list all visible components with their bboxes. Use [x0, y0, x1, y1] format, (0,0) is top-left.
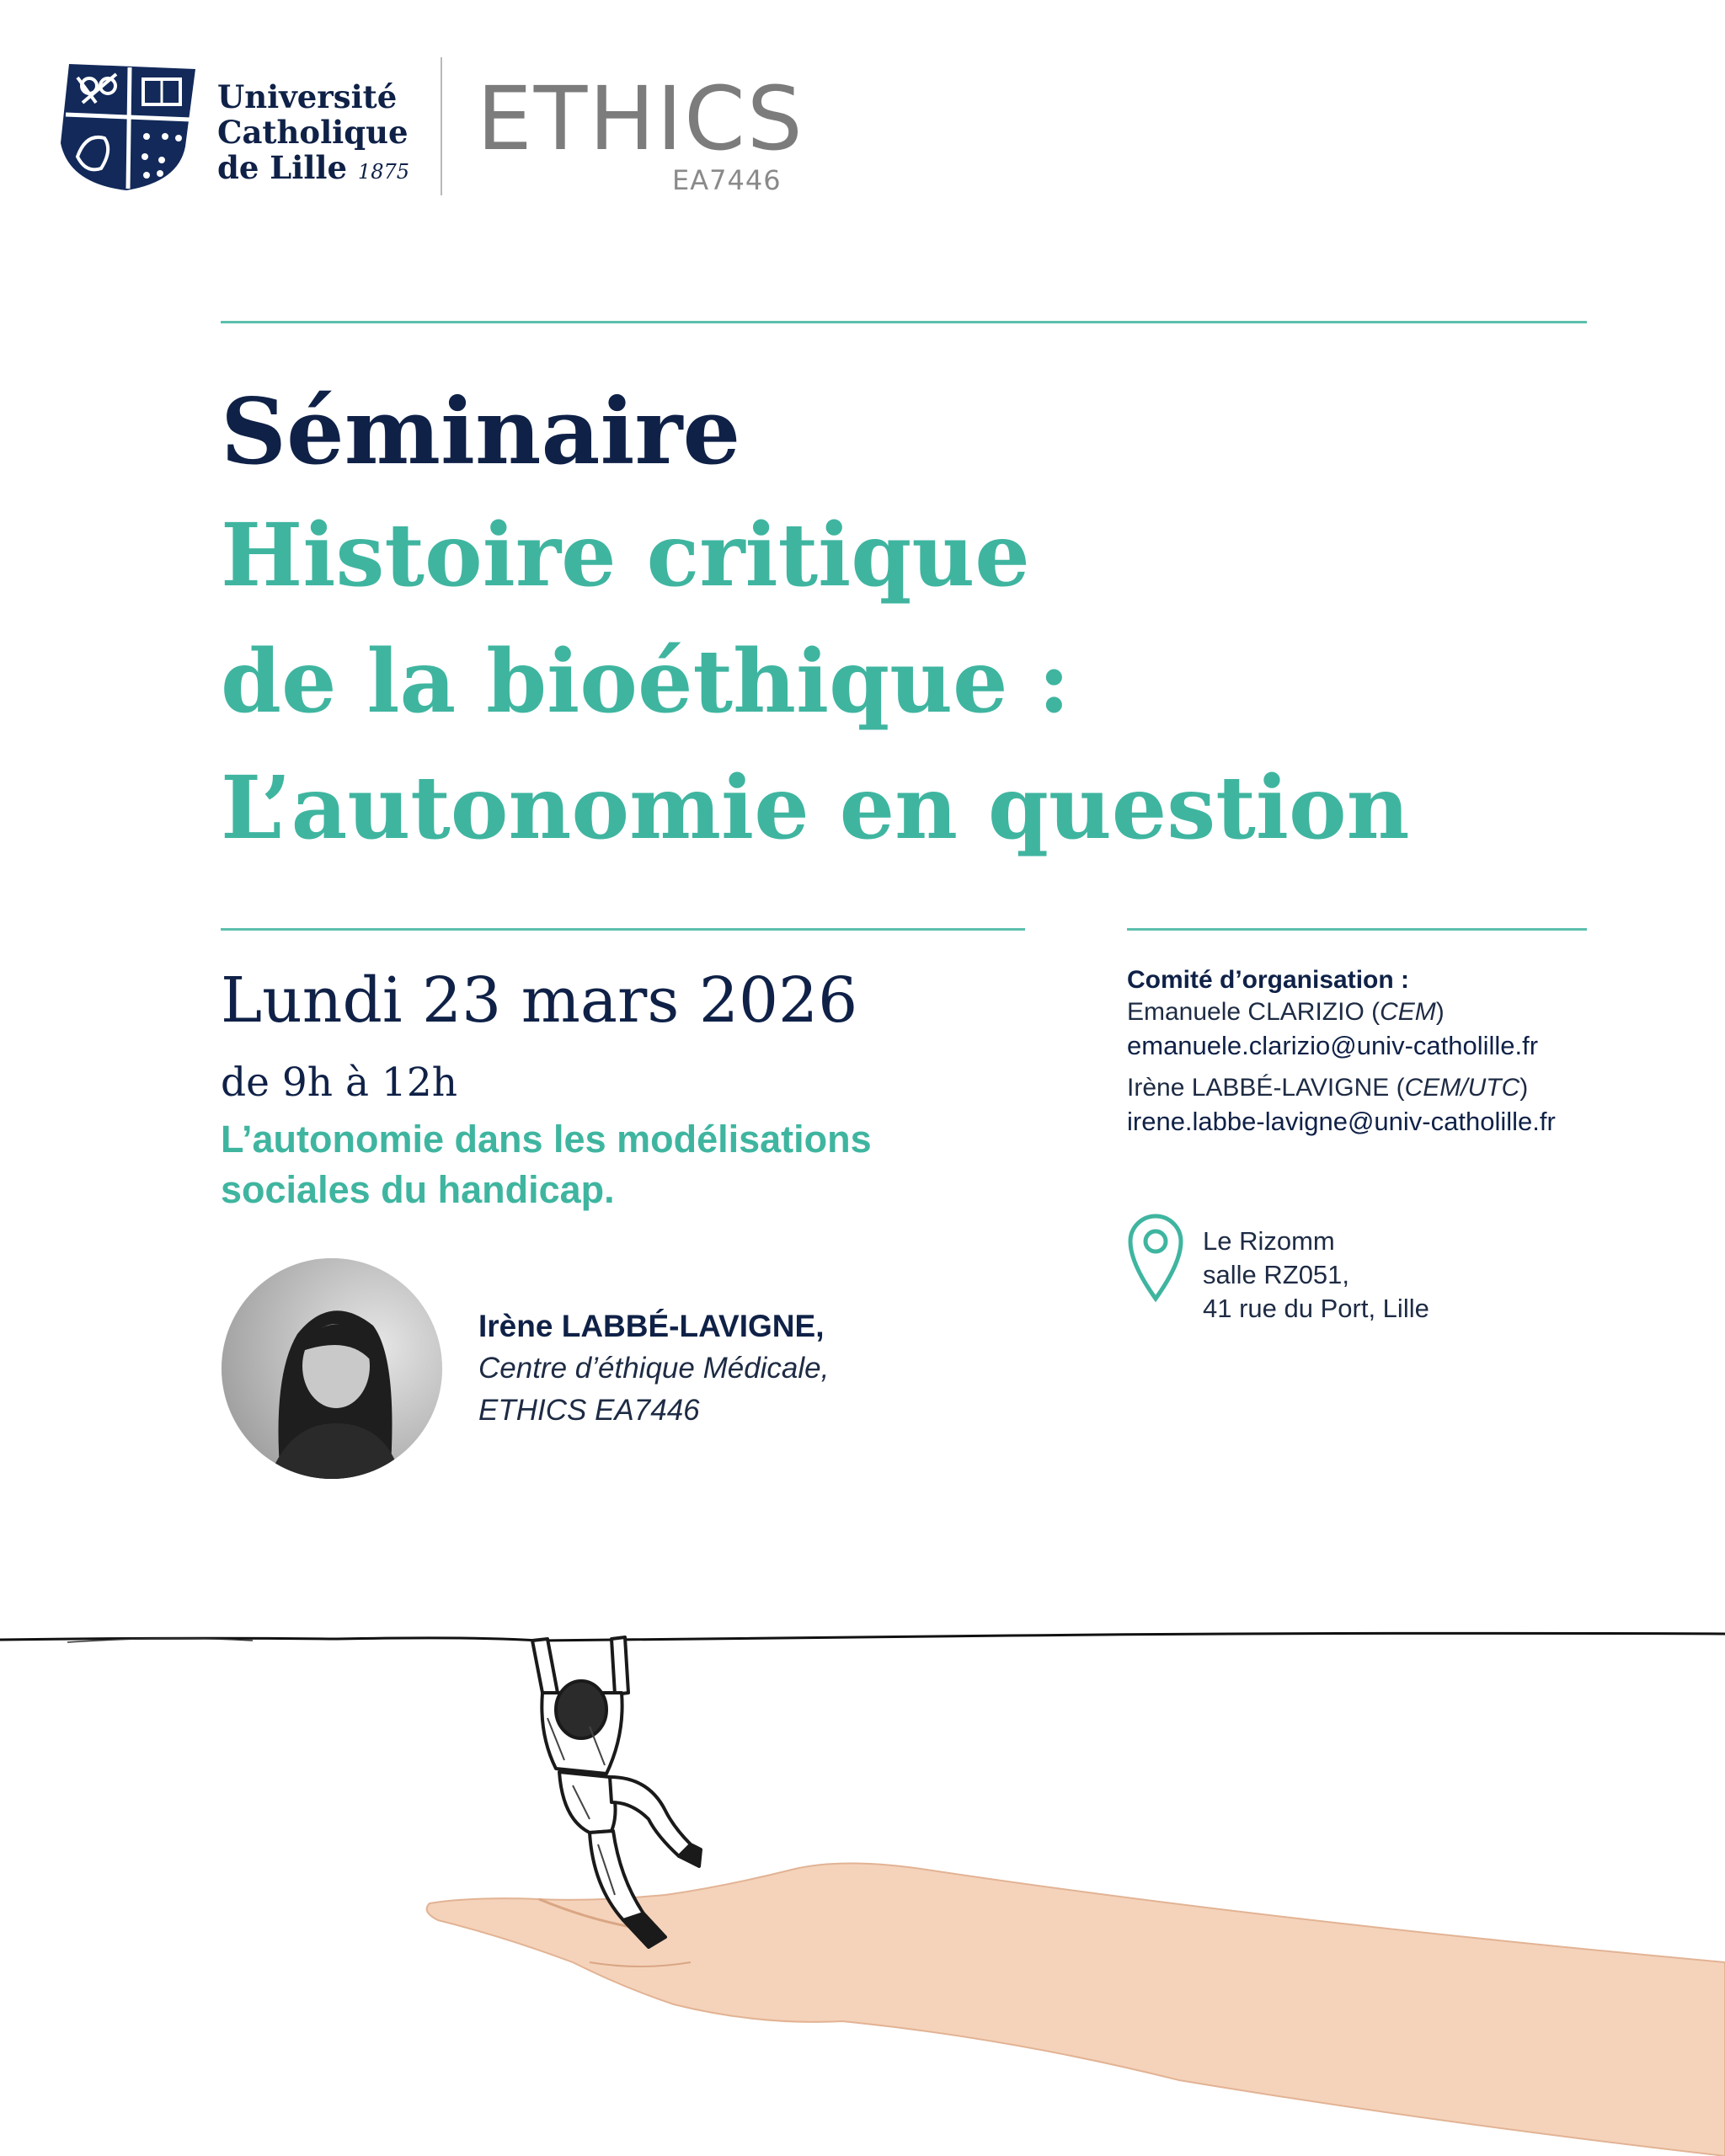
organizer-2-org: CEM/UTC	[1404, 1074, 1520, 1102]
header-divider	[441, 57, 442, 195]
organizers-heading	[1127, 963, 1409, 997]
university-name-line-2: Catholique	[217, 114, 409, 151]
lab-code: EA7446	[672, 164, 782, 196]
venue-line-2: salle RZ051,	[1203, 1260, 1350, 1289]
event-time: de 9h à 12h	[221, 1059, 457, 1106]
talk-title-line-2: sociales du handicap.	[221, 1168, 615, 1211]
subtitle-line-1: Histoire critique	[221, 504, 1030, 606]
university-year: 1875	[357, 160, 409, 184]
organizer-1-email[interactable]: emanuele.clarizio@univ-catholille.fr	[1127, 1031, 1539, 1060]
right-column-rule	[1127, 928, 1587, 931]
speaker-portrait-icon	[222, 1258, 442, 1479]
speaker-affiliation-line-2: ETHICS EA7446	[478, 1394, 700, 1427]
talk-title-line-1: L’autonomie dans les modélisations	[221, 1118, 872, 1161]
organizer-2: Irène LABBÉ-LAVIGNE (CEM/UTC)	[1127, 1074, 1529, 1102]
university-name-text: de Lille	[217, 149, 348, 186]
university-crest-icon	[52, 56, 202, 195]
organizer-2-email[interactable]: irene.labbe-lavigne@univ-catholille.fr	[1127, 1107, 1556, 1136]
title-top-rule	[221, 321, 1587, 323]
organizer-1-org: CEM	[1380, 998, 1436, 1026]
event-date: Lundi 23 mars 2026	[221, 964, 858, 1037]
subtitle-line-2: de la bioéthique :	[221, 631, 1071, 733]
organizer-1: Emanuele CLARIZIO (CEM)	[1127, 998, 1445, 1026]
organizer-1-name: Emanuele CLARIZIO	[1127, 998, 1365, 1026]
map-pin-icon	[1125, 1211, 1186, 1304]
lab-name: ETHICS	[477, 67, 804, 170]
venue-line-1: Le Rizomm	[1203, 1226, 1335, 1256]
speaker-affiliation-line-1: Centre d’éthique Médicale,	[478, 1352, 830, 1385]
speaker-name: Irène LABBÉ-LAVIGNE,	[478, 1309, 825, 1343]
subtitle-line-3: L’autonomie en question	[221, 757, 1410, 859]
university-name-line-3	[217, 150, 409, 189]
venue-line-3: 41 rue du Port, Lille	[1203, 1294, 1429, 1323]
left-column-rule	[221, 928, 1025, 931]
climber-over-hand-illustration	[0, 1566, 1725, 2156]
university-name-line-1: Université	[217, 78, 398, 115]
organizer-2-name: Irène LABBÉ-LAVIGNE	[1127, 1074, 1390, 1102]
avatar	[222, 1258, 442, 1479]
organizers-heading-text: Comité d’organisation :	[1127, 966, 1410, 994]
page-title: Séminaire	[221, 379, 741, 485]
